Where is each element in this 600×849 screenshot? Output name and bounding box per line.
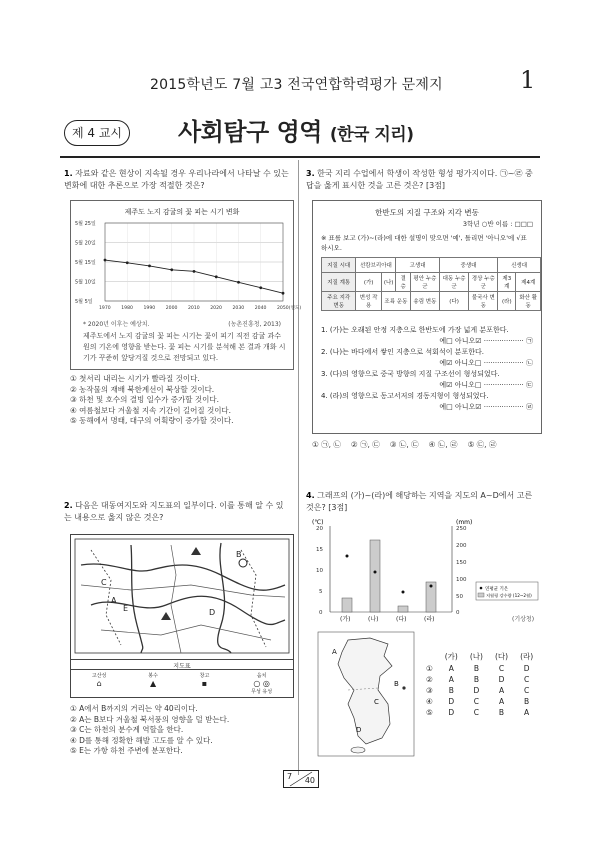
subject-main: 사회탐구 영역 [178,118,322,146]
q3-mark[interactable]: 예☑ 아니오□ ·················· ㉢ [439,381,533,389]
q2-stem: 다음은 대동여지도와 지도표의 일부이다. 이를 통해 알 수 있는 내용으로 옳지 않은 것은? [64,501,284,522]
q4-korea-map [318,632,414,756]
data-point [259,286,262,289]
q2-option[interactable]: ① A에서 B까지의 거리는 약 40리이다. [70,704,198,713]
x-tick-label: 1990 [143,306,156,311]
svg-text:150: 150 [456,560,467,566]
data-point [215,275,218,278]
svg-text:연평균 기온: 연평균 기온 [485,587,509,592]
data-point [126,261,129,264]
q3-stem: 한국 지리 수업에서 학생이 작성한 형성 평가지이다. ㉠~㉣ 중 답을 옳게 표시한 것을 고른 것은? [3점] [306,169,533,190]
answer-row[interactable]: ④ D C A B [426,697,530,706]
q3-option[interactable]: ⑤ ㉢, ㉣ [467,440,497,449]
data-point [237,281,240,284]
svg-text:0: 0 [319,610,323,616]
y-tick-label: 5월 10일 [75,279,96,286]
svg-text:D: D [356,726,362,734]
question-3 [306,168,542,192]
q1-option[interactable]: ③ 하천 및 호수의 결빙 일수가 증가할 것이다. [70,395,219,404]
answer-header-row: (가) (나) (다) (라) [444,652,534,661]
x-tick-label: 1970 [99,306,111,311]
q2-map-box [70,534,294,698]
bar-ga [342,598,352,612]
y-tick-label: 5월 20일 [75,240,96,247]
q4-climate-chart [310,516,542,628]
svg-text:A: A [332,648,337,656]
q4-answer-table [420,650,539,718]
svg-text:200: 200 [456,543,467,549]
fortress-icon: ⌂ [96,679,102,688]
x-tick-label: 2010 [188,306,200,311]
q2-option[interactable]: ④ D를 통해 정확한 해발 고도를 알 수 있다. [70,735,213,745]
answer-row[interactable]: ③ B D A C [426,686,530,695]
q1-data-box [70,200,302,370]
header-rule [60,156,540,158]
answer-row[interactable]: ⑤ D C B A [426,708,530,717]
svg-text:15: 15 [316,547,323,553]
svg-text:(가): (가) [340,616,351,623]
data-point [282,292,285,295]
data-point [148,265,151,268]
x-tick-label: 2000 [165,306,178,311]
question-2 [64,500,290,524]
map-label-d: D [209,608,216,617]
question-4 [306,490,542,514]
q1-chart-source: (농촌진흥청, 2013) [228,321,281,328]
svg-text:100: 100 [456,577,467,583]
footer-page-box [283,770,319,788]
q3-option[interactable]: ④ ㉡, ㉣ [428,440,458,449]
bar-da [398,606,408,612]
footer-page: 7 [287,772,293,781]
subject-title [178,112,413,147]
exam-title: 2015학년도 7월 고3 전국연합학력평가 문제지 [150,77,443,93]
svg-text:B: B [394,680,399,688]
q2-number: 2. [64,501,73,510]
answer-row[interactable]: ② A B D C [426,675,530,684]
column-divider [298,160,299,775]
map-label-a: A [111,596,117,605]
q3-sheet-info: 3학년 ○반 이름 : □□□ [462,220,533,228]
q3-worksheet [312,200,542,434]
map-label-e: E [123,604,129,613]
q3-mark[interactable]: 예□ 아니오☑ ·················· ㉣ [439,403,533,411]
footer-total: 40 [304,776,315,785]
q4-stem: 그래프의 (가)~(라)에 해당하는 지역을 지도의 A~D에서 고른 것은? [3점] [306,491,533,512]
question-1 [64,168,290,192]
data-point [170,268,173,271]
svg-text:5: 5 [319,589,323,595]
q3-statement: 3. (다)의 영향으로 중국 방향의 지질 구조선이 형성되었다. [321,370,500,378]
q4-number: 4. [306,491,315,500]
point-ga [346,555,349,558]
q3-mark[interactable]: 예□ 아니오☑ ·················· ㉠ [439,337,533,345]
q1-caption: 제주도에서 노지 감귤의 꽃 피는 시기는 꽃이 피기 직전 감귤 과수원의 기온에 영향을 받는다. 꽃 피는 시기를 분석해 본 결과 개화 시기가 꾸준히 앞당겨질 것으로 전망되고 있다. [83,332,286,362]
x-tick-label: 2040 [254,306,267,311]
q1-chart-title: 제주도 노지 감귤의 꽃 피는 시기 변화 [124,208,240,216]
legend-beacon: 봉수 ▲ [148,673,158,688]
svg-text:20: 20 [316,526,323,532]
svg-text:(다): (다) [396,616,407,623]
page-number: 1 [520,66,536,94]
point-ra [430,585,433,588]
bar-na [370,540,380,612]
q4-y-left-label: (℃) [312,519,324,526]
q4-y-right-label: (mm) [456,519,473,526]
town-icon: ○ ◎ [253,679,270,688]
x-tick-label: 2020 [210,306,222,311]
legend-fortress: 고산성 ⌂ [91,673,107,688]
beacon-icon: ▲ [149,679,157,688]
data-point [193,270,196,273]
data-point [104,259,107,262]
q2-legend [71,669,293,700]
q1-number: 1. [64,169,73,178]
q2-old-map [71,535,293,657]
q3-option[interactable]: ② ㉠, ㉢ [350,440,380,449]
x-tick-label: 1980 [121,306,133,311]
q3-number: 3. [306,169,315,178]
q3-statement: 1. (가)는 오래된 안정 지층으로 한반도에 가장 넓게 분포한다. [321,326,509,334]
map-label-c: C [101,578,107,587]
q2-option[interactable]: ② A는 B보다 겨울철 북서풍의 영향을 덜 받는다. [70,714,230,724]
x-tick-label: 2030 [232,306,245,311]
q3-instruction: ※ 표를 보고 (가)~(라)에 대한 설명이 맞으면 '예', 틀리면 '아니오'에 √표 하시오. [321,234,527,252]
svg-text:0: 0 [456,610,460,616]
x-tick-label: 2050(연도) [277,306,302,311]
q3-option[interactable]: ① ㉠, ㉡ [312,440,341,449]
q1-option[interactable]: ④ 여름철보다 겨울철 지속 기간이 길어질 것이다. [70,405,232,415]
q4-source: (기상청) [512,616,535,623]
svg-text:C: C [374,698,379,706]
subject-sub: (한국 지리) [329,125,414,145]
q3-statement: 2. (나)는 바다에서 쌓인 지층으로 석회석이 분포한다. [321,348,484,356]
point-da [402,591,405,594]
map-label-b: B [236,550,242,559]
q1-option[interactable]: ② 농작물의 재배 북한계선이 북상할 것이다. [70,384,215,394]
point-na [374,571,377,574]
q2-option[interactable]: ③ C는 하천의 분수계 역할을 한다. [70,725,184,734]
svg-text:10: 10 [316,568,323,574]
q1-options [70,374,296,427]
q3-mark[interactable]: 예☑ 아니오□ ·················· ㉡ [439,359,533,367]
q1-line-chart [71,217,302,317]
q1-stem: 자료와 같은 현상이 지속될 경우 우리나라에서 나타날 수 있는 변화에 대한 추론으로 가장 적절한 것은? [64,169,289,190]
q3-options [312,440,542,451]
answer-row[interactable]: ① A B C D [426,664,530,673]
svg-text:50: 50 [456,594,463,600]
q3-sheet-title: 한반도의 지질 구조와 지각 변동 [375,208,479,217]
q3-statements [321,325,533,413]
q1-option[interactable]: ⑤ 동해에서 명태, 대구의 어획량이 증가할 것이다. [70,416,234,425]
y-tick-label: 5월 15일 [75,260,96,266]
legend-town: 읍치 ○ ◎ 무성 유성 [251,673,273,695]
session-badge: 제 4 교시 [64,120,130,146]
warehouse-icon: ▪ [201,679,208,688]
y-tick-label: 5월 25일 [75,221,96,227]
svg-text:250: 250 [456,526,467,532]
q3-strata-table: 지질 시대 선캄브리아대 고생대 중생대 신생대 지질 계통 (가) (나) 결층 평안 누층군 대동 누층군 경상 누층군 제3계 제4계 주요 지각 변동 변성 작용 조륙 운동 송림 변동 (다) 불국사 변동 (라) 화산 활동 [321,257,541,311]
q2-legend-title: 지도표 [71,659,293,670]
q1-chart-note: * 2020년 이후는 예상치. [83,321,150,328]
legend-warehouse: 창고 ▪ [199,673,210,688]
svg-text:(라): (라) [424,616,435,623]
q1-option[interactable]: ① 첫서리 내리는 시기가 빨라질 것이다. [70,374,200,383]
svg-text:(나): (나) [368,616,379,623]
q3-statement: 4. (라)의 영향으로 동고서저의 경동지형이 형성되었다. [321,392,489,400]
q2-option[interactable]: ⑤ E는 가항 하천 주변에 분포한다. [70,746,183,755]
y-tick-label: 5월 5일 [75,299,93,305]
svg-text:저월평 강수량 (12~2월): 저월평 강수량 (12~2월) [486,593,532,598]
q2-options [70,704,296,757]
q3-option[interactable]: ③ ㉡, ㉢ [389,440,419,449]
